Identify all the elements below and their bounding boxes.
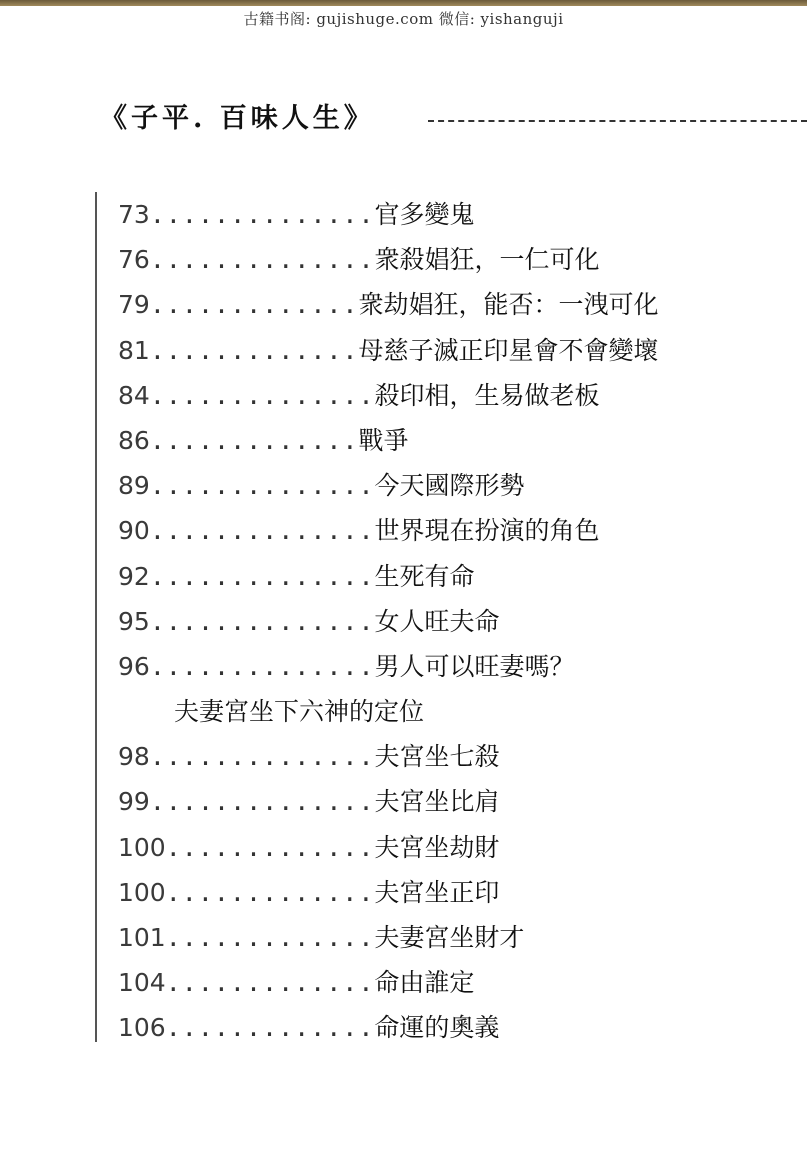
toc-leader-dots: .............: [149, 425, 359, 455]
toc-entry-title: 母慈子滅正印星會不會變壞: [358, 335, 659, 365]
toc-entry: [118, 734, 798, 779]
toc-entry-title: 官多變鬼: [374, 200, 475, 229]
toc-page-number: 73: [118, 200, 150, 229]
toc-entry-title: 夫宮坐比肩: [374, 787, 500, 817]
toc-section-heading: [118, 689, 798, 734]
toc-heading-text: 夫妻宮坐下六神的定位: [174, 697, 425, 727]
toc-page-number: 89: [118, 471, 150, 501]
toc-page-number: 86: [118, 425, 150, 455]
toc-entry-title: 世界現在扮演的角色: [374, 516, 600, 546]
toc-page-number: 96: [118, 651, 150, 681]
toc-page-number: 84: [118, 380, 150, 410]
toc-leader-dots: ..............: [149, 471, 375, 501]
toc-entry-title: 命運的奧義: [374, 1013, 500, 1043]
toc-page-number: 92: [118, 561, 150, 591]
toc-entry: [118, 508, 798, 553]
toc-entry-title: 戰爭: [358, 425, 409, 455]
toc-entry: [118, 237, 798, 282]
toc-leader-dots: .............: [149, 290, 359, 320]
toc-entry-title: 夫宮坐七殺: [374, 742, 500, 772]
toc-entry: [118, 779, 798, 824]
toc-entry-title: 夫妻宮坐財才: [374, 923, 525, 952]
toc-leader-dots: .............: [149, 335, 359, 365]
toc-page-number: 100: [118, 832, 166, 862]
toc-leader-dots: ..............: [149, 380, 375, 410]
toc-entry-title: 今天國際形勢: [374, 471, 525, 501]
toc-entry-title: 殺印相，生易做老板: [374, 380, 600, 410]
top-decorative-band: [0, 0, 807, 6]
toc-entry: [118, 192, 798, 237]
toc-page-number: 100: [118, 877, 166, 907]
left-margin-rule: [95, 192, 97, 1042]
toc-entry: [118, 915, 798, 960]
toc-entry-title: 夫宮坐劫財: [374, 832, 500, 862]
toc-leader-dots: .............: [165, 968, 375, 998]
toc-leader-dots: .............: [165, 877, 375, 907]
toc-entry: [118, 373, 798, 418]
toc-page-number: 95: [118, 606, 150, 636]
toc-entry: [118, 960, 798, 1005]
toc-entry: [118, 599, 798, 644]
toc-entry-title: 衆殺娼狂，一仁可化: [374, 245, 600, 275]
toc-entry: [118, 1005, 798, 1050]
toc-page-number: 104: [118, 968, 166, 998]
toc-entry: [118, 825, 798, 870]
toc-page-number: 98: [118, 742, 150, 772]
toc-entry: [118, 282, 798, 327]
toc-page-number: 90: [118, 516, 150, 546]
toc-entry: [118, 418, 798, 463]
toc-leader-dots: ..............: [149, 606, 375, 636]
toc-leader-dots: .............: [165, 923, 375, 952]
toc-entry: [118, 554, 798, 599]
toc-leader-dots: ..............: [149, 245, 375, 275]
toc-entry-title: 女人旺夫命: [374, 606, 500, 636]
toc-entry-title: 生死有命: [374, 561, 475, 591]
toc-leader-dots: ..............: [149, 742, 375, 772]
toc-entry: [118, 644, 798, 689]
toc-page-number: 81: [118, 335, 150, 365]
book-title: 《子平. 百味人生》: [100, 103, 375, 134]
toc-page-number: 76: [118, 245, 150, 275]
toc-leader-dots: .............: [165, 1013, 375, 1043]
toc-leader-dots: ..............: [149, 787, 375, 817]
toc-entry: [118, 870, 798, 915]
table-of-contents: [118, 192, 798, 1051]
toc-page-number: 101: [118, 923, 166, 952]
toc-entry-title: 男人可以旺妻嗎？: [374, 651, 575, 681]
title-dashed-rule: [428, 120, 807, 122]
toc-leader-dots: ..............: [149, 651, 375, 681]
toc-leader-dots: .............: [165, 832, 375, 862]
site-watermark: 古籍书阁: gujishuge.com 微信: yishanguji: [243, 10, 564, 28]
toc-leader-dots: ..............: [149, 561, 375, 591]
toc-entry-title: 衆劫娼狂，能否：一洩可化: [358, 290, 659, 320]
toc-entry: [118, 328, 798, 373]
toc-page-number: 106: [118, 1013, 166, 1043]
toc-leader-dots: ..............: [149, 516, 375, 546]
toc-entry: [118, 463, 798, 508]
toc-page-number: 99: [118, 787, 150, 817]
toc-entry-title: 夫宮坐正印: [374, 877, 500, 907]
toc-page-number: 79: [118, 290, 150, 320]
toc-entry-title: 命由誰定: [374, 968, 475, 998]
toc-leader-dots: ..............: [149, 200, 375, 229]
